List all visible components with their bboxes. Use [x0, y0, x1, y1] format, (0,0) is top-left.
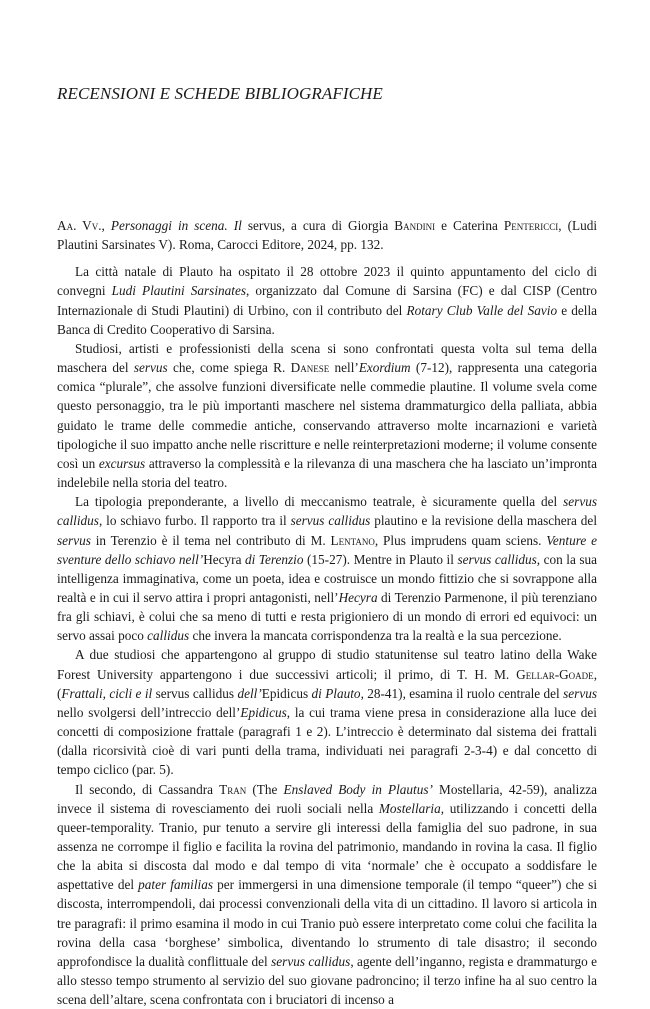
bibliographic-citation: [57, 216, 597, 254]
citation-text: , (Ludi Plautini Sarsinates V). Roma, Carocci Editore, 2024, pp. 132.: [57, 218, 598, 253]
text-run: di Terenzio Parmenone, il più terenziano fra gli schiavi, è colui che sa meno di tutti e resta prigioniero di un mondo di errori ed equivoci: un servo assai poco: [57, 589, 598, 644]
text-run: Il secondo, di Cassandra: [75, 781, 220, 797]
text-run-italic: di Terenzio: [244, 551, 304, 567]
text-run-italic: Enslaved Body in Plautus’: [283, 781, 433, 797]
text-run-italic: servus callidus: [457, 551, 537, 567]
text-run: servus callidus: [152, 685, 238, 701]
text-run: , utilizzando i concetti della queer-temporality. Tranio, pur tenuto a servire gli interessi della famiglia del suo padrone, in sua assenza ne corrompe il figlio e facilita la rovina del patrimonio, mandando in rovina la casa. Il figlio che la abita si discosta dal modo e dal tempo di vita ‘normale’ che è occupato a soddisfare le aspettative del: [57, 800, 597, 893]
text-run: La tipologia preponderante, a livello di meccanismo teatrale, è sicuramente quella del: [75, 494, 564, 510]
text-run: A due studiosi che appartengono al gruppo di studio statunitense sul teatro latino della Wake Forest University appartengono i due successivi articoli; il primo, di T. H. M.: [57, 647, 597, 682]
text-run-italic: servus callidus: [290, 513, 371, 529]
text-run: , organizzato dal Comune di Sarsina (FC) e dal CISP (Centro Internazionale di Studi Plautini) di Urbino, con il contributo del: [57, 283, 597, 318]
text-run-italic: callidus: [147, 628, 190, 644]
text-run: Hecyra: [203, 551, 245, 567]
text-run-italic: Exordium: [358, 360, 411, 376]
text-run: che invera la mancata corrispondenza tra la realtà e la sua percezione.: [189, 628, 562, 644]
text-run-italic: servus: [563, 685, 597, 701]
text-run-italic: Rotary Club Valle del Savio: [406, 302, 558, 318]
text-run-italic: servus callidus: [271, 953, 351, 969]
text-run-italic: di Plauto: [311, 685, 361, 701]
text-run-italic: pater familias: [138, 877, 214, 893]
text-run: , con la sua intelligenza immaginativa, come un poeta, idea e costruisce un mondo fittizio che si sovrappone alla realtà e in cui il servo attira i propri antagonisti, nell’: [57, 551, 598, 605]
text-run-italic: Mostellaria: [378, 800, 441, 816]
citation-text: e Caterina: [435, 218, 504, 233]
text-run-italic: Ludi Plautini Sarsinates: [111, 283, 246, 299]
citation-text: ,: [101, 218, 111, 233]
text-run: per immergersi in una dimensione temporale (il tempo “queer”) che si discosta, interrompendoli, dai processi convenzionali della vita di un cittadino. Il lavoro si articola in tre paragrafi: il primo esamina il modo in cui Tranio può essere interpretato come colui che facilita la rovina della casa ‘borghese’ simbolica, diventando lo strumento di tale disastro; il secondo approfondisce la dualità conflittuale del: [57, 877, 598, 969]
author-name: Lentano: [330, 532, 375, 548]
text-run: (The: [246, 781, 284, 797]
text-run-italic: Venture e sventure dello schiavo nell’: [57, 532, 597, 567]
editor-name: Pentericci: [503, 218, 559, 233]
text-run: attraverso la complessità e la rilevanza di una maschera che ha lasciato un’impronta indelebile nella storia del teatro.: [57, 455, 597, 491]
text-run: , lo schiavo furbo. Il rapporto tra il: [98, 513, 291, 529]
author-name: Tran: [219, 781, 247, 797]
text-run: in Terenzio è il tema nel contributo di M.: [90, 532, 331, 548]
paragraph-2: [57, 339, 597, 492]
text-run: Mostellaria, 42-59), analizza invece il sistema di rovesciamento dei ruoli sociali nella: [57, 781, 598, 816]
author-name: Gellar-Goade: [516, 666, 594, 682]
text-run: e della Banca di Credito Cooperativo di Sarsina.: [57, 302, 598, 337]
text-run: , Plus imprudens quam sciens.: [374, 532, 547, 548]
text-run-italic: servus callidus: [57, 494, 597, 529]
paragraph-3: [57, 492, 597, 645]
citation-text: servus: [241, 218, 282, 233]
text-run: Studiosi, artisti e professionisti della scena si sono confrontati questa volta sul tema della maschera del: [57, 340, 597, 376]
review-body: [57, 216, 597, 1009]
text-run-italic: dell’: [237, 685, 262, 701]
text-run-italic: Frattali, cicli e il: [61, 685, 153, 701]
text-run: (15-27). Mentre in Plauto il: [303, 551, 458, 567]
text-run: , agente dell’inganno, regista e drammaturgo e allo stesso tempo strumento al servizio del suo giovane padroncino; il terzo infine ha al suo centro la scena dell’altare, scena confrontata con i bruciatori di incenso a: [57, 953, 598, 1008]
text-run: Epidicus: [261, 685, 312, 701]
paragraph-1: [57, 262, 597, 339]
text-run: , 28-41), esamina il ruolo centrale del: [360, 685, 564, 701]
text-run: plautino e la revisione della maschera del: [370, 513, 597, 529]
text-run-italic: servus: [133, 360, 168, 376]
text-run: (7-12), rappresenta una categoria comica “plurale”, che assolve funzioni diversificate nelle commedie plautine. Il volume svela come questo personaggio, tra le più importanti maschere nel sistema drammaturgico della palliata, abbia guidato le trame delle commedie antiche, conservando attraverso molte incarnazioni e varietà tipologiche il suo impatto anche nelle riscritture e nelle reinterpretazioni moderne; il volume consente così un: [57, 360, 597, 471]
text-run-italic: Epidicus: [240, 704, 287, 720]
text-run: nell’: [329, 360, 359, 376]
text-run: , (: [57, 666, 597, 701]
text-run: che, come spiega R.: [167, 360, 291, 376]
text-run: nello svolgersi dell’intreccio dell’: [57, 704, 241, 720]
citation-title: Personaggi in scena. Il: [110, 218, 242, 233]
text-run-italic: excursus: [98, 455, 146, 471]
section-title: RECENSIONI E SCHEDE BIBLIOGRAFICHE: [57, 84, 383, 103]
paragraph-5: [57, 780, 597, 1009]
author-name: Danese: [290, 360, 330, 376]
editor-name: Bandini: [394, 218, 436, 233]
text-run: , la cui trama viene presa in considerazione alla luce dei concetti di composizione frattale (paragrafi 1 e 2). L’intreccio è determinato dal sistema dei frattali (dalla ricorsività cioè di vari punti della trama, individuati nei paragrafi 2-3-4) e dal concetto di tempo ciclico (par. 5).: [57, 704, 597, 778]
citation-authors: Aa. Vv.: [57, 218, 102, 233]
text-run-italic: Hecyra: [338, 589, 378, 605]
text-run: La città natale di Plauto ha ospitato il 28 ottobre 2023 il quinto appuntamento del ciclo di convegni: [57, 264, 597, 299]
citation-text: , a cura di Giorgia: [281, 218, 395, 233]
paragraph-4: [57, 645, 597, 779]
text-run-italic: servus: [57, 532, 91, 548]
